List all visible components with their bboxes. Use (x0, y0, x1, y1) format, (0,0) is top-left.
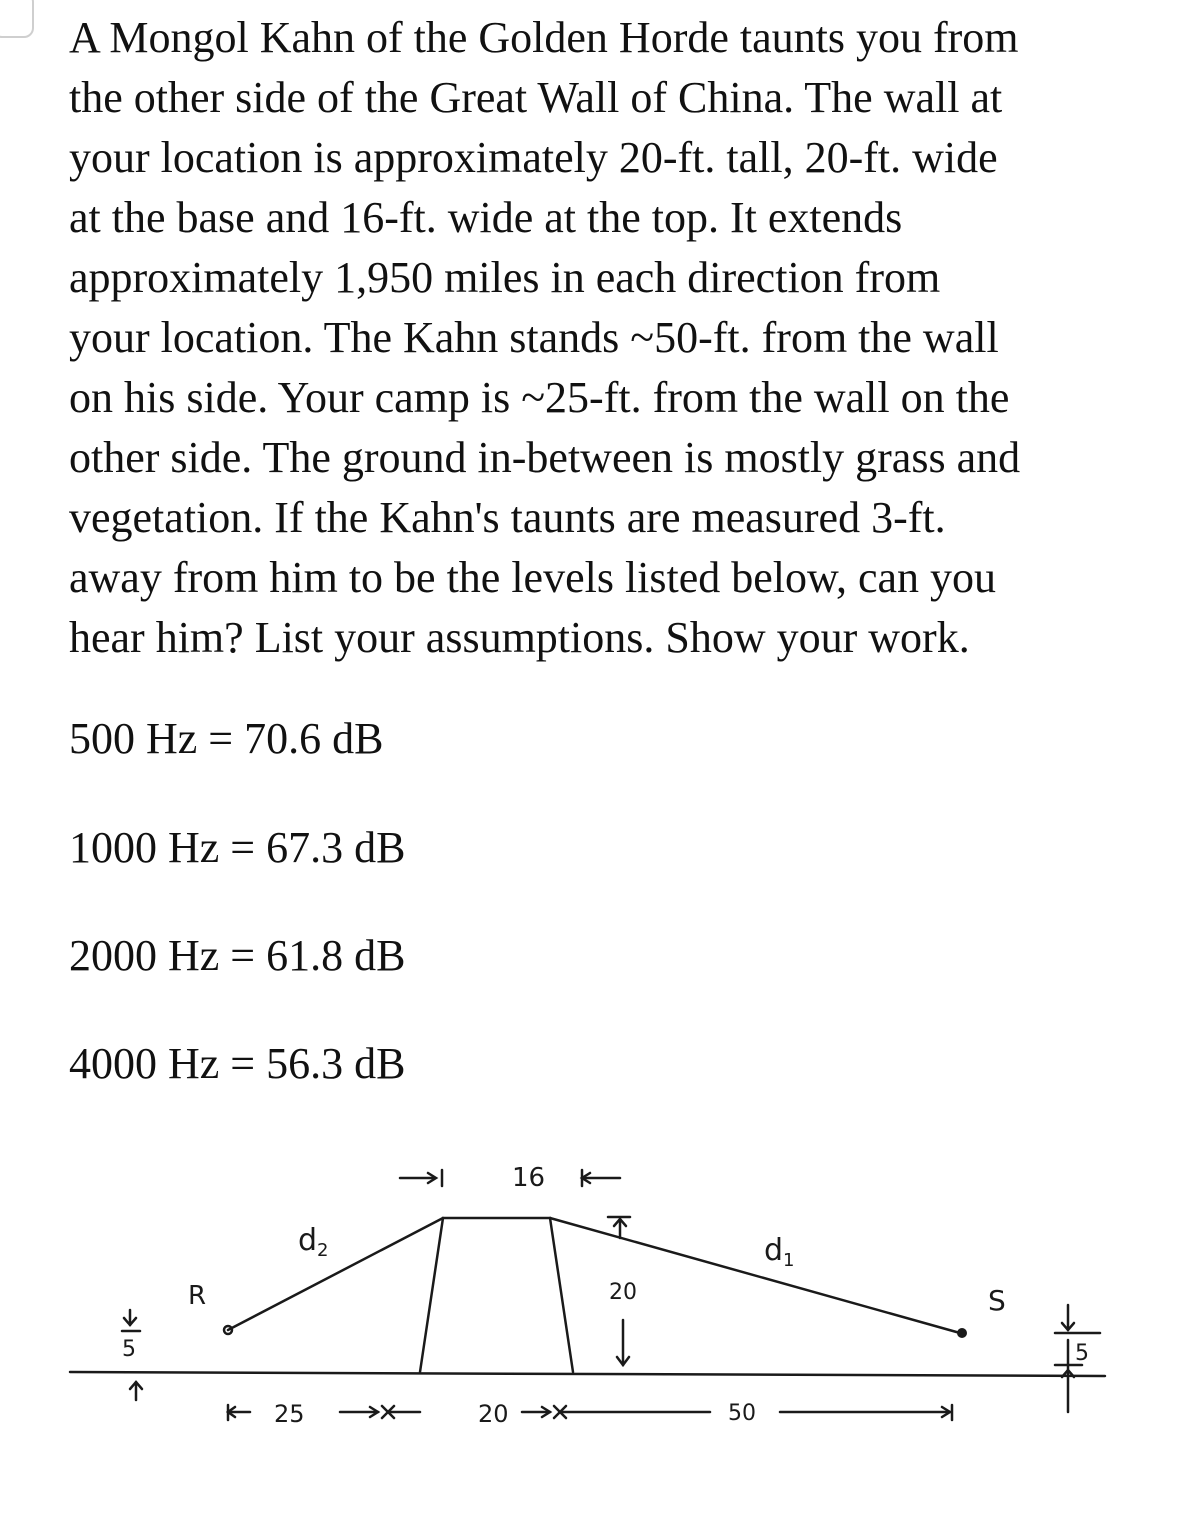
label-d2: $d_2$ (298, 1223, 329, 1261)
label-source-height: 5 (1075, 1341, 1089, 1366)
label-d1: $d_1$ (764, 1233, 795, 1271)
path-d1 (550, 1218, 960, 1333)
level-2000hz: 2000 Hz = 61.8 dB (69, 931, 406, 980)
label-dist-camp: 25 (274, 1400, 305, 1428)
problem-statement: A Mongol Kahn of the Golden Horde taunts you from the other side of the Great Wall of China. The wall at your location is approximately 20-ft. tall, 20-ft. wide at the base and 16-ft. wide at the top. It extends approximately 1,950 miles in each direction from your location. The Kahn stands ~50-ft. from the wall on his side. Your camp is ~25-ft. from the wall on the other side. The ground in-between is mostly grass and vegetation. If the Kahn's taunts are measured 3-ft. away from him to be the levels listed below, can you hear him? List your assumptions. Show your work. (69, 13, 1021, 662)
label-receiver: R (188, 1281, 207, 1311)
source-point (957, 1328, 967, 1338)
label-receiver-height: 5 (122, 1337, 136, 1362)
wall-outline (420, 1218, 573, 1372)
level-4000hz: 4000 Hz = 56.3 dB (69, 1039, 406, 1088)
label-top-width: 16 (512, 1163, 546, 1193)
corner-tab (0, 0, 34, 38)
label-source: S (988, 1284, 1006, 1317)
label-dist-kahn: 50 (728, 1401, 756, 1426)
level-1000hz: 1000 Hz = 67.3 dB (69, 823, 406, 872)
path-d2 (228, 1218, 443, 1330)
level-500hz: 500 Hz = 70.6 dB (69, 714, 384, 763)
wall-diagram (60, 1130, 1140, 1500)
label-dist-base: 20 (478, 1400, 509, 1428)
ground-line (70, 1372, 1105, 1376)
label-wall-height: 20 (609, 1280, 637, 1305)
